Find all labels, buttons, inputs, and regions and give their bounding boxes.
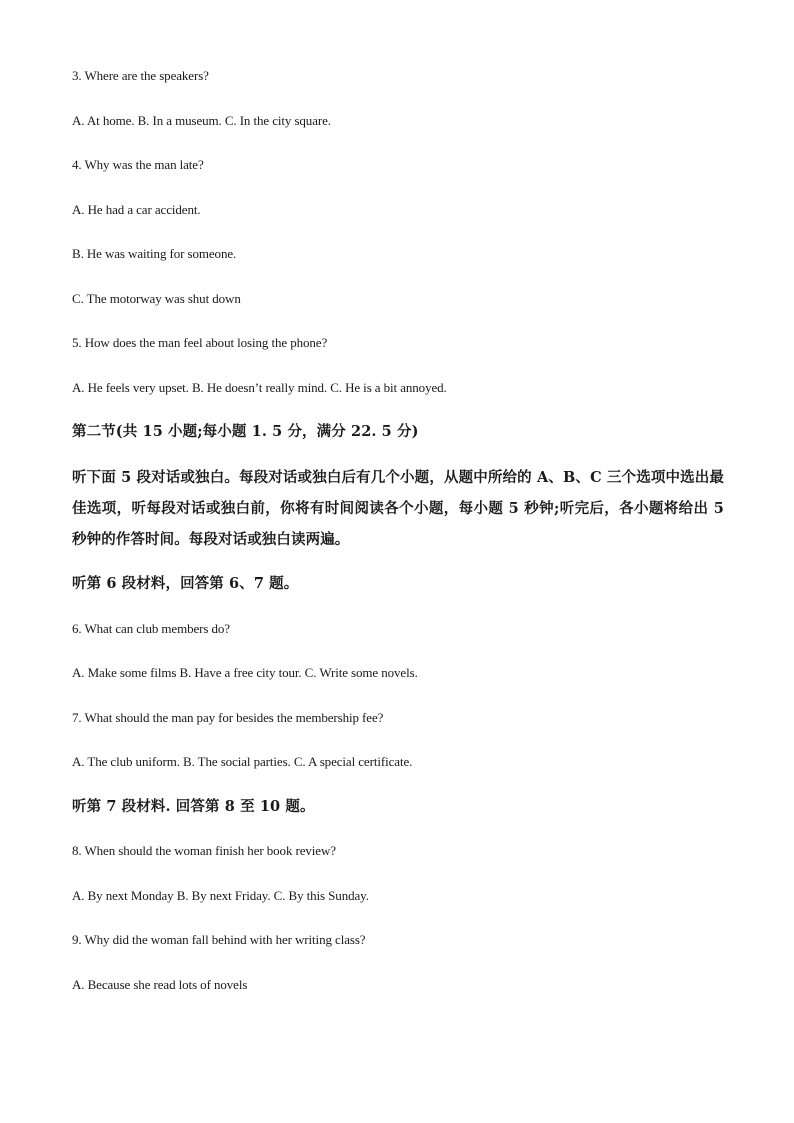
- question-4: 4. Why was the man late?: [72, 157, 204, 172]
- question-6: 6. What can club members do?: [72, 621, 230, 636]
- material-7-heading: 听第 7 段材料. 回答第 8 至 10 题。: [72, 798, 315, 815]
- question-6-options: A. Make some films B. Have a free city tour. C. Write some novels.: [72, 665, 418, 680]
- question-3: 3. Where are the speakers?: [72, 68, 209, 83]
- question-4-option-a: A. He had a car accident.: [72, 202, 201, 217]
- question-7: 7. What should the man pay for besides the membership fee?: [72, 710, 384, 725]
- question-8: 8. When should the woman finish her book review?: [72, 843, 336, 858]
- question-7-options: A. The club uniform. B. The social parties. C. A special certificate.: [72, 754, 413, 769]
- question-3-options: A. At home. B. In a museum. C. In the city square.: [72, 113, 331, 128]
- question-8-options: A. By next Monday B. By next Friday. C. By this Sunday.: [72, 888, 369, 903]
- section-heading: 第二节(共 15 小题;每小题 1. 5 分，满分 22. 5 分): [72, 423, 419, 440]
- question-9: 9. Why did the woman fall behind with her writing class?: [72, 932, 366, 947]
- question-4-option-b: B. He was waiting for someone.: [72, 246, 237, 261]
- question-5: 5. How does the man feel about losing the phone?: [72, 335, 328, 350]
- question-9-option-a: A. Because she read lots of novels: [72, 977, 248, 992]
- section-instructions: 听下面 5 段对话或独白。每段对话或独白后有几个小题，从题中所给的 A、B、C 三个选项中选出最佳选项，听每段对话或独白前，你将有时间阅读各个小题，每小题 5 秒钟;听完后，各小题将给出 5 秒钟的作答时间。每段对话或独白读两遍。: [72, 469, 724, 548]
- material-6-heading: 听第 6 段材料，回答第 6、7 题。: [72, 575, 299, 592]
- question-5-options: A. He feels very upset. B. He doesn’t really mind. C. He is a bit annoyed.: [72, 380, 447, 395]
- question-4-option-c: C. The motorway was shut down: [72, 291, 241, 306]
